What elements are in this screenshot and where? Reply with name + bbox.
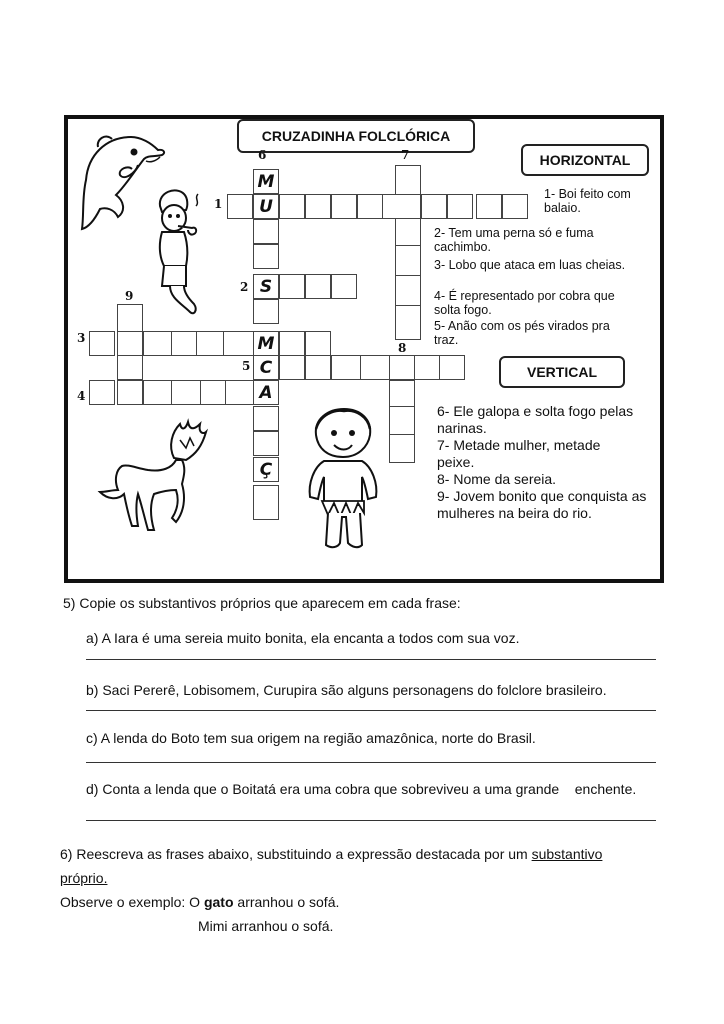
cell-6-6[interactable] — [253, 299, 279, 324]
cell-1-1[interactable] — [227, 194, 253, 219]
cell-6-12[interactable]: Ç — [253, 457, 279, 482]
exercise6-prompt — [60, 846, 602, 862]
cell-6-2[interactable]: U — [253, 194, 279, 219]
exercise6-prompt-cont — [60, 870, 107, 886]
clue-vertical-8: 8- Nome da sereia. — [437, 471, 557, 487]
cell-8-2[interactable] — [389, 380, 415, 407]
cell-5-3[interactable] — [305, 355, 331, 380]
saci-icon — [148, 186, 208, 321]
cell-5-4[interactable] — [331, 355, 361, 380]
cell-5-2[interactable] — [279, 355, 305, 380]
example-suffix: arranhou o sofá. — [233, 894, 340, 910]
cell-6-4[interactable] — [253, 244, 279, 269]
cell-2-2[interactable] — [279, 274, 305, 299]
exercise5-prompt: 5) Copie os substantivos próprios que aparecem em cada frase: — [63, 595, 461, 611]
cell-7-5[interactable] — [395, 275, 421, 306]
cell-4-4[interactable] — [171, 380, 201, 405]
cell-6-13[interactable] — [253, 485, 279, 520]
cell-1-5[interactable] — [331, 194, 357, 219]
example-prefix: Observe o exemplo: O — [60, 894, 204, 910]
number-1: 1 — [214, 197, 223, 211]
cell-1-8[interactable] — [421, 194, 447, 219]
cell-1-11[interactable] — [502, 194, 528, 219]
cell-1-4[interactable] — [305, 194, 331, 219]
cell-7-4[interactable] — [395, 245, 421, 276]
horizontal-header: HORIZONTAL — [521, 144, 649, 176]
clue-horizontal-1: 1- Boi feito com balaio. — [544, 187, 631, 215]
cell-1-6[interactable] — [357, 194, 383, 219]
clue-horizontal-4: 4- É representado por cobra que solta fogo. — [434, 289, 615, 317]
cell-9-1[interactable] — [117, 304, 143, 332]
cell-9-3[interactable] — [117, 355, 143, 380]
cell-6-11[interactable] — [253, 431, 279, 456]
cell-6-8[interactable]: C — [253, 355, 279, 380]
cell-7-6[interactable] — [395, 305, 421, 340]
cell-3-9[interactable] — [305, 331, 331, 356]
cell-6-10[interactable] — [253, 406, 279, 431]
exercise5-item-d: d) Conta a lenda que o Boitatá era uma cobra que sobreviveu a uma grande enchente. — [86, 781, 637, 797]
answer-line-b[interactable] — [86, 710, 656, 711]
clue-horizontal-5: 5- Anão com os pés virados pra traz. — [434, 319, 610, 347]
cell-6-1[interactable]: M — [253, 169, 279, 194]
fire-horse-icon — [98, 418, 218, 548]
number-7: 7 — [401, 148, 410, 162]
curupira-icon — [298, 405, 388, 555]
cell-7-1[interactable] — [395, 165, 421, 195]
cell-6-3[interactable] — [253, 219, 279, 244]
answer-line-d[interactable] — [86, 820, 656, 821]
cell-1-3[interactable] — [279, 194, 305, 219]
cell-3-1[interactable] — [89, 331, 115, 356]
cell-3-5[interactable] — [196, 331, 224, 356]
cell-8-4[interactable] — [389, 434, 415, 463]
exercise6-underlined-word-2: próprio. — [60, 870, 108, 886]
cell-2-4[interactable] — [331, 274, 357, 299]
exercise6-underlined-word: substantivo — [531, 846, 603, 862]
cell-1-7[interactable] — [395, 194, 421, 219]
exercise6-example — [60, 894, 339, 910]
crossword-title: CRUZADINHA FOLCLÓRICA — [237, 119, 475, 153]
vertical-header: VERTICAL — [499, 356, 625, 388]
exercise5-item-a: a) A Iara é uma sereia muito bonita, ela encanta a todos com sua voz. — [86, 630, 520, 646]
exercise5-item-b: b) Saci Pererê, Lobisomem, Curupira são alguns personagens do folclore brasileiro. — [86, 682, 607, 698]
answer-line-c[interactable] — [86, 762, 656, 763]
cell-4-1[interactable] — [89, 380, 115, 405]
clue-horizontal-2: 2- Tem uma perna só e fuma cachimbo. — [434, 226, 594, 254]
cell-5-5[interactable] — [360, 355, 390, 380]
clue-horizontal-3: 3- Lobo que ataca em luas cheias. — [434, 258, 626, 272]
clue-vertical-6: 6- Ele galopa e solta fogo pelas narinas. — [437, 403, 634, 436]
clue-vertical-7: 7- Metade mulher, metade peixe. — [437, 437, 601, 470]
cell-5-6[interactable] — [389, 355, 415, 380]
exercise6-prompt-text: 6) Reescreva as frases abaixo, substituindo a expressão destacada por um — [60, 846, 532, 862]
cell-1-9[interactable] — [447, 194, 473, 219]
clue-vertical-9: 9- Jovem bonito que conquista as mulheres na beira do rio. — [437, 488, 647, 521]
cell-4-6[interactable] — [225, 380, 254, 405]
number-4: 4 — [77, 389, 86, 403]
number-2: 2 — [240, 280, 249, 294]
cell-3-8[interactable] — [279, 331, 305, 356]
cell-3-3[interactable] — [143, 331, 172, 356]
cell-4-3[interactable] — [143, 380, 172, 405]
cell-7-3[interactable] — [395, 218, 421, 246]
cell-3-4[interactable] — [171, 331, 197, 356]
cell-3-6[interactable] — [223, 331, 254, 356]
number-6: 6 — [258, 148, 267, 162]
cell-4-5[interactable] — [200, 380, 226, 405]
number-3: 3 — [77, 331, 86, 345]
cell-5-7[interactable] — [414, 355, 440, 380]
cell-5-8[interactable] — [439, 355, 465, 380]
number-5: 5 — [242, 359, 251, 373]
cell-1-10[interactable] — [476, 194, 502, 219]
cell-3-2[interactable] — [117, 331, 143, 356]
answer-line-a[interactable] — [86, 659, 656, 660]
cell-6-5[interactable]: S — [253, 274, 279, 299]
exercise5-item-c: c) A lenda do Boto tem sua origem na região amazônica, norte do Brasil. — [86, 730, 536, 746]
example-highlight: gato — [203, 894, 234, 910]
cell-8-3[interactable] — [389, 406, 415, 435]
exercise6-example-answer: Mimi arranhou o sofá. — [198, 918, 334, 934]
cell-6-9[interactable]: A — [253, 380, 279, 405]
number-9: 9 — [125, 289, 134, 303]
cell-2-3[interactable] — [305, 274, 331, 299]
cell-1-gap — [383, 194, 396, 219]
number-8: 8 — [398, 341, 407, 355]
cell-4-2[interactable] — [117, 380, 143, 405]
cell-6-7[interactable]: M — [253, 331, 279, 356]
